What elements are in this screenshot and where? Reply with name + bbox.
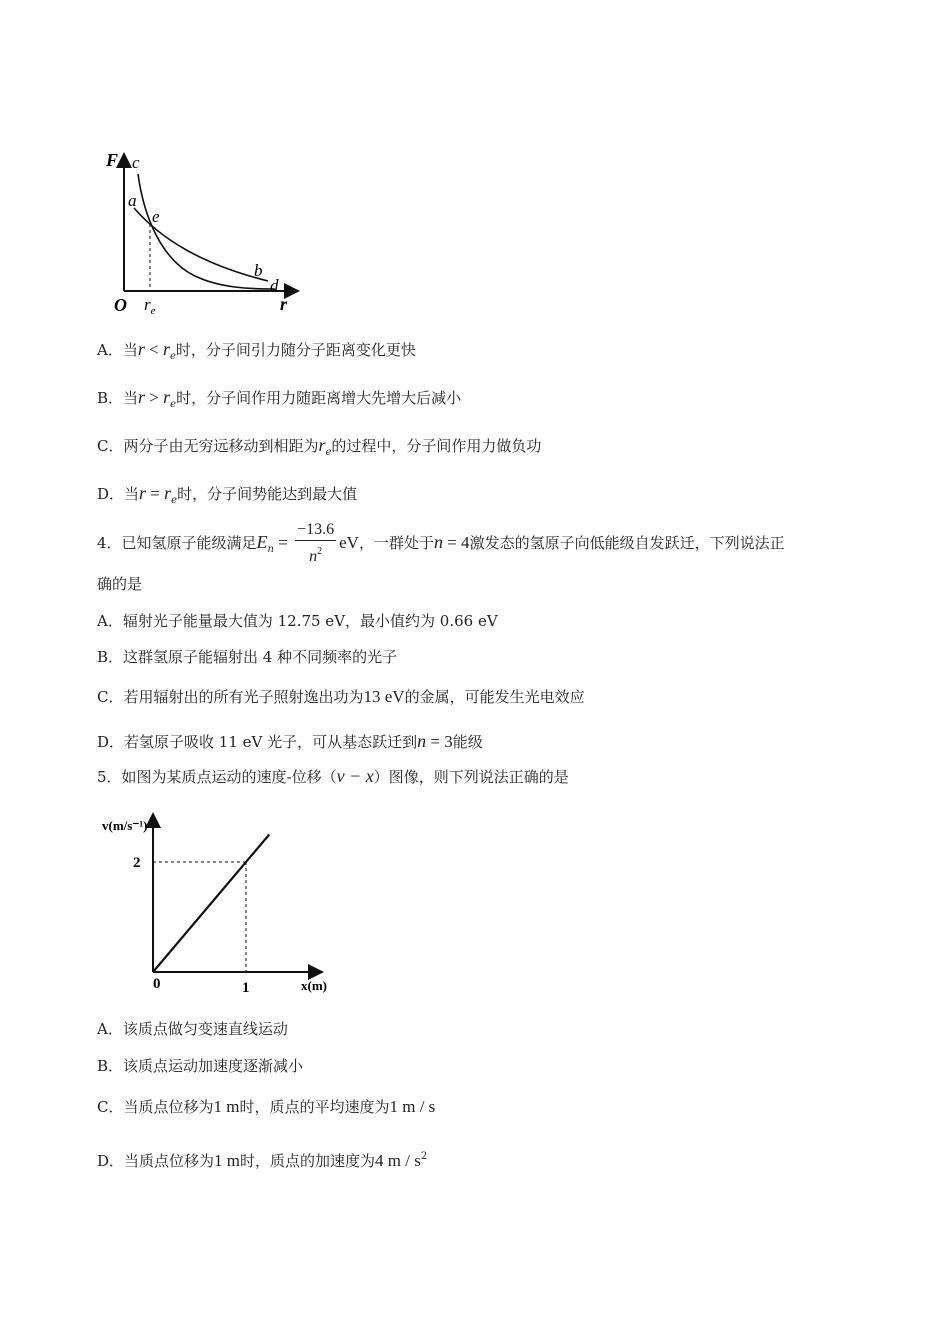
q4-stem-line2: 确的是 <box>97 575 143 593</box>
q5-option-b: B．该质点运动加速度逐渐减小 <box>97 1057 304 1075</box>
q5-stem: 5．如图为某质点运动的速度-位移（v − x）图像，则下列说法正确的是 <box>97 766 569 786</box>
energy-fraction: $\frac{-13.6}{n^2}$ <box>297 521 335 565</box>
q3-option-a: A．当$r < r_e$时，分子间引力随分子距离变化更快 <box>97 339 416 362</box>
origin-label: 0 <box>153 976 161 992</box>
curve-label-a: a <box>128 191 137 210</box>
origin-label-O: O <box>114 295 127 315</box>
force-distance-figure <box>100 148 310 318</box>
velocity-position-chart <box>98 810 348 1005</box>
force-distance-graph <box>100 148 310 318</box>
curve-label-c: c <box>132 153 140 172</box>
q3-option-c: C．两分子由无穷远移动到相距为$r_e$的过程中，分子间作用力做负功 <box>97 435 542 458</box>
q4-option-a: A．辐射光子能量最大值为 12.75 eV，最小值约为 0.66 eV <box>97 612 498 630</box>
re-label: $r_e$ <box>144 295 156 317</box>
q4-option-d: D．若氢原子吸收 11 eV 光子，可从基态跃迁到n = 3能级 <box>97 731 483 751</box>
x-tick-label: 1 <box>242 980 250 996</box>
point-label-e: e <box>152 207 160 226</box>
q5-option-c: C．当质点位移为1 m时，质点的平均速度为1 m / s <box>97 1097 436 1116</box>
curve-label-d: d <box>270 276 279 295</box>
y-axis-label: v(m/s⁻¹) <box>102 818 148 833</box>
q5-option-a: A．该质点做匀变速直线运动 <box>97 1020 288 1038</box>
q5-option-d: D．当质点位移为1 m时，质点的加速度为4 m / $s^2$ <box>97 1151 428 1170</box>
q4-option-c: C．若用辐射出的所有光子照射逸出功为13 eV的金属，可能发生光电效应 <box>97 687 585 706</box>
q3-option-d: D．当$r = r_e$时，分子间势能达到最大值 <box>97 483 358 506</box>
velocity-position-figure <box>98 810 348 1005</box>
q3-option-b: B．当$r > r_e$时，分子间作用力随距离增大先增大后减小 <box>97 387 462 410</box>
x-axis-label: x(m) <box>301 978 327 993</box>
axis-label-r: r <box>280 294 288 314</box>
axis-label-F: F <box>106 150 119 170</box>
q4-option-b: B．这群氢原子能辐射出 4 种不同频率的光子 <box>97 648 398 666</box>
series-line <box>153 835 269 973</box>
y-tick-label: 2 <box>133 855 141 871</box>
curve-label-b: b <box>254 261 263 280</box>
q4-stem: 4．已知氢原子能级满足$E_n$ = $\frac{-13.6}{n^2}$ eV，一群处于n = 4激发态的氢原子向低能级自发跃迁，下列说法正 <box>97 518 785 574</box>
